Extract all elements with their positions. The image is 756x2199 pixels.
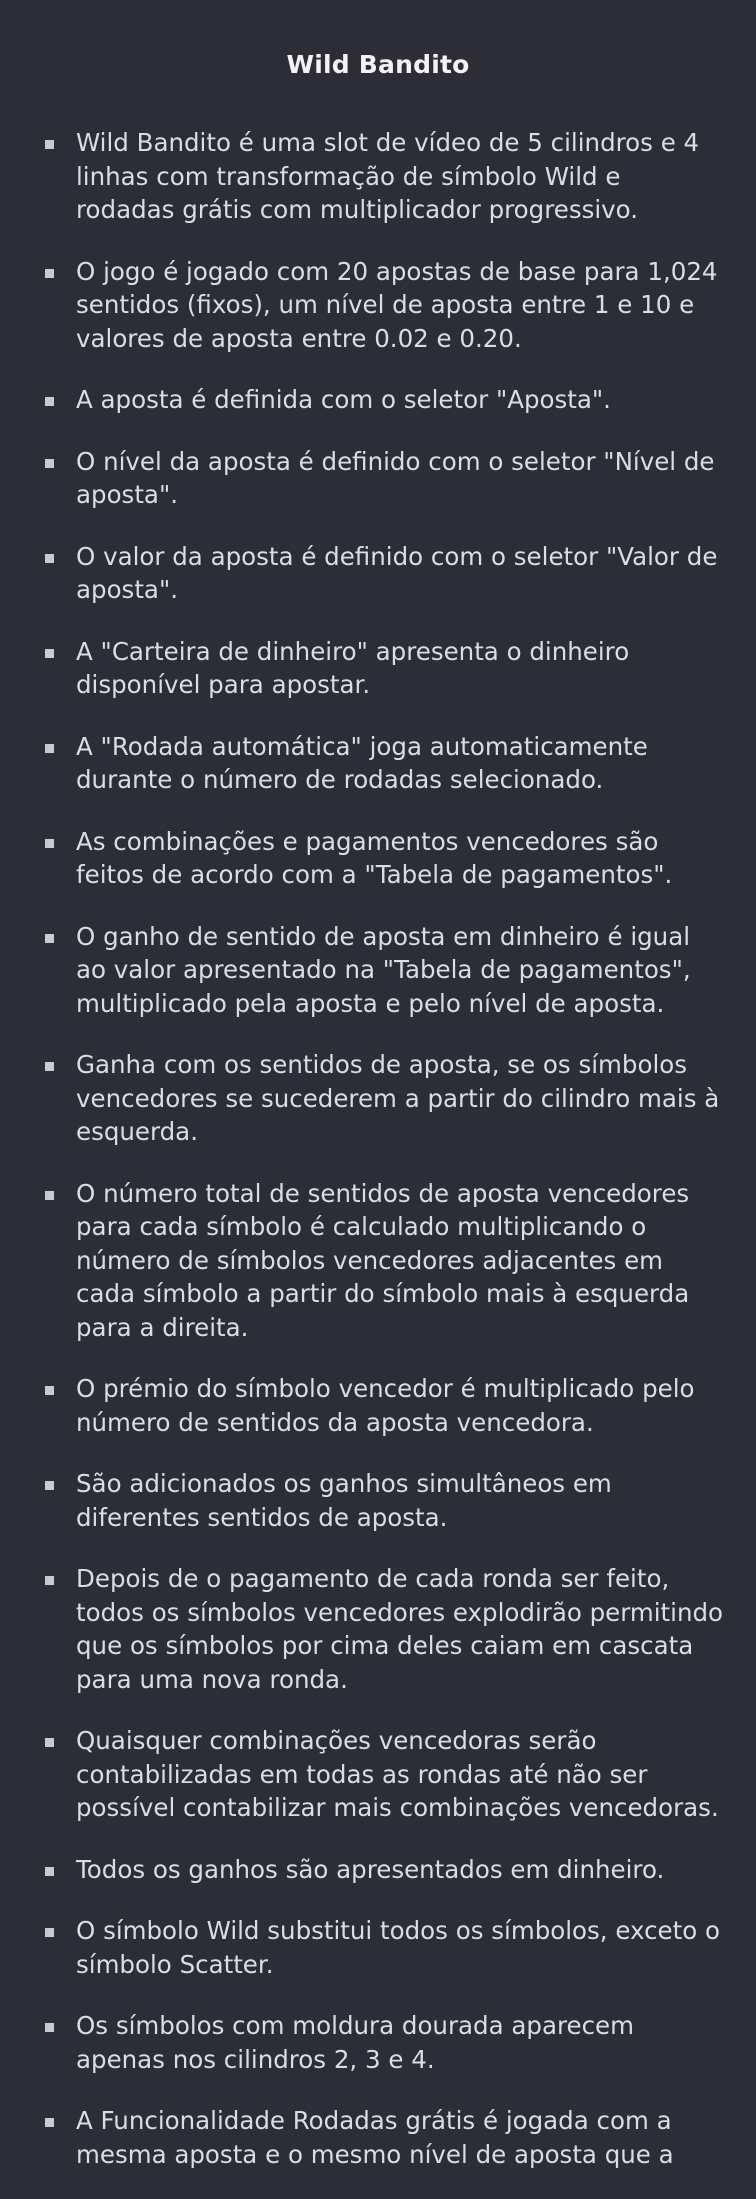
- bullet-icon: [45, 1928, 54, 1937]
- rule-item: [0, 1853, 756, 1887]
- rule-item: [0, 1724, 756, 1825]
- bullet-icon: [45, 269, 54, 278]
- bullet-icon: [45, 1481, 54, 1490]
- page-title: Wild Bandito: [286, 50, 470, 79]
- rule-item: [0, 635, 756, 702]
- rules-list: [0, 126, 756, 2199]
- rule-item: [0, 255, 756, 356]
- rule-text: Wild Bandito é uma slot de vídeo de 5 cilindros e 4 linhas com transformação de símbolo Wild e rodadas grátis com multiplicador progressivo.: [76, 128, 700, 224]
- bullet-icon: [45, 1738, 54, 1747]
- rule-text: O número total de sentidos de aposta vencedores para cada símbolo é calculado multiplicando o número de símbolos vencedores adjacentes em cada símbolo a partir do símbolo mais à esquerda para a direita.: [76, 1178, 690, 1342]
- rule-item: [0, 1467, 756, 1534]
- rule-text: Os símbolos com moldura dourada aparecem apenas nos cilindros 2, 3 e 4.: [76, 2011, 634, 2074]
- bullet-icon: [45, 1062, 54, 1071]
- rule-text: As combinações e pagamentos vencedores são feitos de acordo com a "Tabela de pagamentos".: [76, 826, 673, 889]
- bullet-icon: [45, 459, 54, 468]
- bullet-icon: [45, 934, 54, 943]
- rule-text: O nível da aposta é definido com o seletor "Nível de aposta".: [76, 446, 715, 509]
- bullet-icon: [45, 1867, 54, 1876]
- rule-item: [0, 126, 756, 227]
- rule-text: Depois de o pagamento de cada ronda ser feito, todos os símbolos vencedores explodirão permitindo que os símbolos por cima deles caiam em cascata para uma nova ronda.: [76, 1564, 724, 1694]
- rule-text: Quaisquer combinações vencedoras serão contabilizadas em todas as rondas até não ser possível contabilizar mais combinações vencedoras.: [76, 1726, 719, 1822]
- bullet-icon: [45, 744, 54, 753]
- rule-text: Todos os ganhos são apresentados em dinheiro.: [76, 1854, 665, 1884]
- rule-text: A "Rodada automática" joga automaticamente durante o número de rodadas selecionado.: [76, 731, 648, 794]
- bullet-icon: [45, 1576, 54, 1585]
- rule-item: [0, 383, 756, 417]
- rule-text: A "Carteira de dinheiro" apresenta o dinheiro disponível para apostar.: [76, 636, 630, 699]
- bullet-icon: [45, 554, 54, 563]
- rule-item: [0, 920, 756, 1021]
- rule-item: [0, 540, 756, 607]
- rule-text: O ganho de sentido de aposta em dinheiro é igual ao valor apresentado na "Tabela de pagamentos", multiplicado pela aposta e pelo nível de aposta.: [76, 921, 691, 1018]
- bullet-icon: [45, 839, 54, 848]
- rule-item: [0, 1914, 756, 1981]
- rule-item: [0, 1562, 756, 1696]
- rule-text: Ganha com os sentidos de aposta, se os símbolos vencedores se sucederem a partir do cilindro mais à esquerda.: [76, 1050, 720, 1146]
- rule-item: [0, 2009, 756, 2076]
- bullet-icon: [45, 2118, 54, 2127]
- bullet-icon: [45, 397, 54, 406]
- rule-item: [0, 1048, 756, 1149]
- rule-item: [0, 445, 756, 512]
- rule-text: A Funcionalidade Rodadas grátis é jogada com a mesma aposta e o mesmo nível de aposta que a: [76, 2106, 674, 2169]
- bullet-icon: [45, 649, 54, 658]
- rule-text: O jogo é jogado com 20 apostas de base para 1,024 sentidos (fixos), um nível de aposta entre 1 e 10 e valores de aposta entre 0.02 e 0.20.: [76, 256, 718, 353]
- bullet-icon: [45, 1386, 54, 1395]
- bullet-icon: [45, 140, 54, 149]
- rule-text: O prémio do símbolo vencedor é multiplicado pelo número de sentidos da aposta vencedora.: [76, 1374, 695, 1437]
- rule-text: São adicionados os ganhos simultâneos em diferentes sentidos de aposta.: [76, 1469, 612, 1532]
- rule-item: [0, 2104, 756, 2171]
- rule-text: O símbolo Wild substitui todos os símbolos, exceto o símbolo Scatter.: [76, 1916, 720, 1979]
- rule-item: [0, 730, 756, 797]
- bullet-icon: [45, 2023, 54, 2032]
- rule-item: [0, 1177, 756, 1345]
- rule-text: O valor da aposta é definido com o seletor "Valor de aposta".: [76, 541, 718, 604]
- rule-item: [0, 825, 756, 892]
- rule-item: [0, 1372, 756, 1439]
- bullet-icon: [45, 1191, 54, 1200]
- rule-text: A aposta é definida com o seletor "Aposta".: [76, 385, 611, 414]
